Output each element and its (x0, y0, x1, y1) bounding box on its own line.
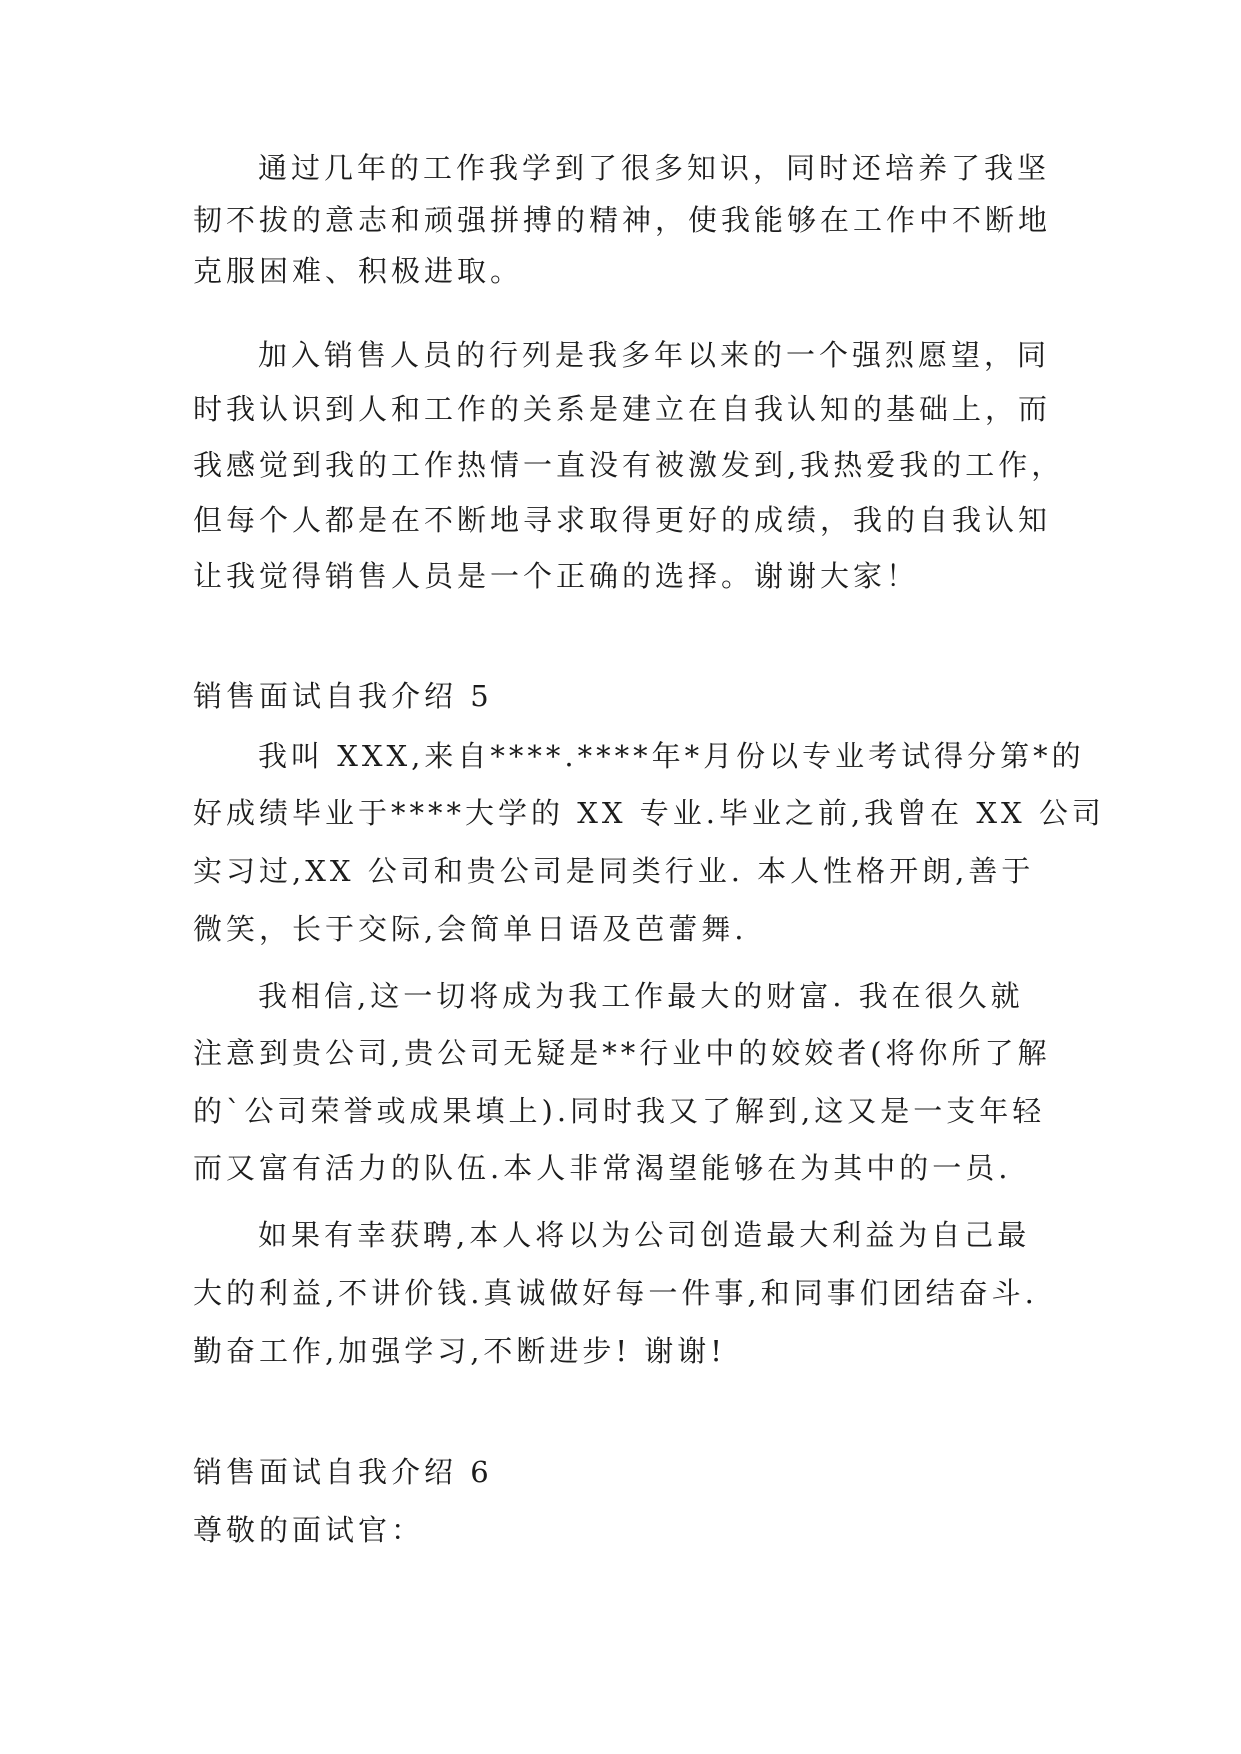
paragraph-line: 但每个人都是在不断地寻求取得更好的成绩，我的自我认知 (193, 503, 1052, 537)
paragraph-line: 大的利益,不讲价钱.真诚做好每一件事,和同事们团结奋斗. (193, 1276, 1038, 1310)
paragraph-line: 我感觉到我的工作热情一直没有被激发到,我热爱我的工作， (193, 448, 1065, 482)
paragraph-line: 加入销售人员的行列是我多年以来的一个强烈愿望，同 (258, 338, 1051, 372)
section-heading: 销售面试自我介绍 6 (193, 1455, 493, 1489)
paragraph-line: 的`公司荣誉或成果填上).同时我又了解到,这又是一支年轻 (193, 1094, 1046, 1128)
paragraph-line: 克服困难、积极进取。 (193, 254, 524, 288)
paragraph-line: 而又富有活力的队伍.本人非常渴望能够在为其中的一员. (193, 1151, 1012, 1185)
paragraph-line: 如果有幸获聘,本人将以为公司创造最大利益为自己最 (258, 1218, 1031, 1252)
paragraph-line: 我叫 XXX,来自****.****年*月份以专业考试得分第*的 (258, 739, 1085, 773)
paragraph-line: 韧不拔的意志和顽强拼搏的精神，使我能够在工作中不断地 (193, 203, 1052, 237)
paragraph-line: 微笑，长于交际,会简单日语及芭蕾舞. (193, 912, 748, 946)
salutation: 尊敬的面试官： (193, 1513, 425, 1547)
section-heading: 销售面试自我介绍 5 (193, 679, 493, 713)
paragraph-line: 好成绩毕业于****大学的 XX 专业.毕业之前,我曾在 XX 公司 (193, 796, 1105, 830)
paragraph-line: 时我认识到人和工作的关系是建立在自我认知的基础上，而 (193, 392, 1052, 426)
paragraph-line: 通过几年的工作我学到了很多知识，同时还培养了我坚 (258, 151, 1051, 185)
paragraph-line: 勤奋工作,加强学习,不断进步! 谢谢! (193, 1334, 726, 1368)
paragraph-line: 注意到贵公司,贵公司无疑是**行业中的姣姣者(将你所了解 (193, 1036, 1051, 1070)
paragraph-line: 我相信,这一切将成为我工作最大的财富. 我在很久就 (258, 979, 1024, 1013)
paragraph-line: 让我觉得销售人员是一个正确的选择。谢谢大家！ (193, 559, 920, 593)
paragraph-line: 实习过,XX 公司和贵公司是同类行业. 本人性格开朗,善于 (193, 854, 1035, 888)
